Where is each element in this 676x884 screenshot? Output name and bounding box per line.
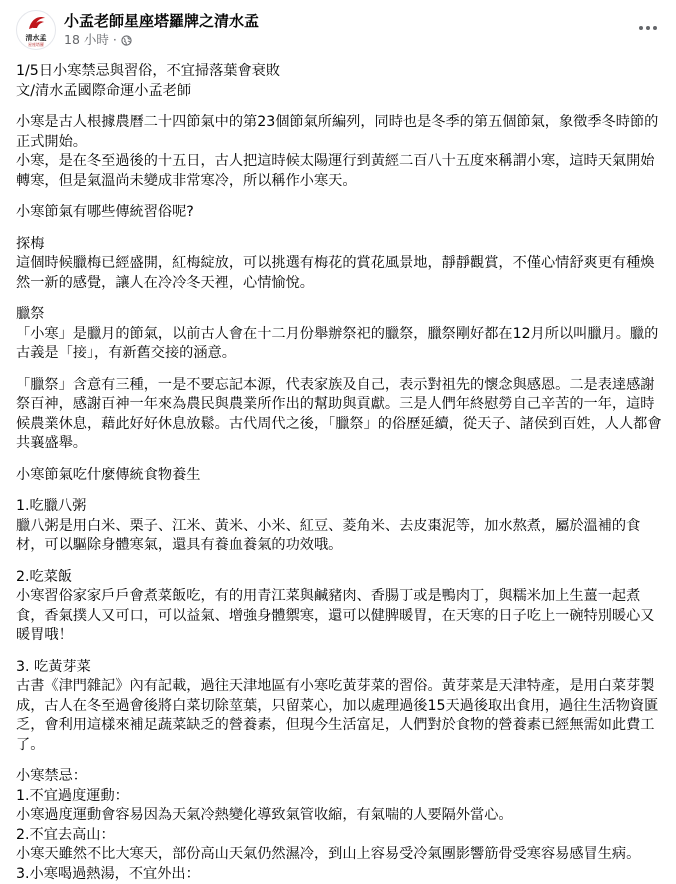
post-line: 1.不宜過度運動： [16,787,662,807]
post-line: 「臘祭」含意有三種，一是不要忘記本源，代表家族及自己，表示對祖先的懷念與感恩。二是表達感謝祭百神，感謝百神一年來為農民與農業所作出的幫助與貢獻。三是人們年終慰勞自己辛苦的一年，這時候農業休息，藉此好好休息放鬆。古代周代之後，「臘祭」的俗歷延續，從天子、諸侯到百姓，人人都會共襄盛舉。 [16,376,662,454]
post-line: 探梅 [16,235,662,255]
post-paragraph [16,767,662,884]
paragraph-gap [16,454,662,466]
globe-icon[interactable] [121,35,132,46]
paragraph-gap [16,485,662,497]
paragraph-gap [16,293,662,305]
page-name-link[interactable]: 小孟老師星座塔羅牌之清水孟 [64,11,259,31]
post-line: 3. 吃黃芽菜 [16,658,662,678]
post-line: 3.小寒喝過熱湯，不宜外出： [16,865,662,884]
post-line: 2.不宜去高山： [16,826,662,846]
paragraph-gap [16,191,662,203]
avatar-logo-subtext: 星座塔羅 [17,42,55,48]
post-paragraph [16,497,662,556]
post-line: 1.吃臘八粥 [16,497,662,517]
paragraph-gap [16,364,662,376]
post-paragraph [16,235,662,294]
post-paragraph [16,466,662,486]
post-timestamp-row [64,31,259,49]
post-paragraph [16,113,662,191]
post-line: 小寒過度運動會容易因為天氣冷熱變化導致氣管收縮，有氣喘的人要隔外當心。 [16,806,662,826]
post-line: 小寒習俗家家戶戶會煮菜飯吃，有的用青江菜與鹹豬肉、香腸丁或是鴨肉丁，與糯米加上生薑一起煮食，香氣撲人又可口，可以益氣、增強身體禦寒，還可以健脾暖胃，在天寒的日子吃上一碗特別暖心又暖胃哦！ [16,587,662,646]
post-line: 古書《津門雜記》內有記載，過往天津地區有小寒吃黃芽菜的習俗。黃芽菜是天津特產，是用白菜芽製成，古人在冬至過會後將白菜切除莖葉，只留菜心，加以處理過後15天過後取出食用，過往生活物資匱乏，會利用這樣來補足蔬菜缺乏的營養素，但現今生活富足，人們對於食物的營養素已經無需如此費工了。 [16,677,662,755]
more-options-button[interactable] [634,18,662,38]
post-line: 臘祭 [16,305,662,325]
post-line: 小寒節氣吃什麼傳統食物養生 [16,466,662,486]
post-line: 這個時候臘梅已經盛開，紅梅綻放，可以挑選有梅花的賞花風景地，靜靜觀賞，不僅心情舒爽更有種煥然一新的感覺，讓人在冷冷冬天裡，心情愉悅。 [16,254,662,293]
post-paragraph [16,203,662,223]
post-timestamp[interactable]: 18 小時 [64,31,109,49]
post-paragraph [16,305,662,364]
post-line: 臘八粥是用白米、栗子、江米、黃米、小米、紅豆、菱角米、去皮棗泥等，加水熬煮，屬於溫補的食材，可以驅除身體寒氣，還具有養血養氣的功效哦。 [16,517,662,556]
paragraph-gap [16,755,662,767]
post-line: 2.吃菜飯 [16,568,662,588]
post-meta [64,11,259,49]
avatar[interactable] [16,10,56,50]
brush-swirl-icon [27,15,47,31]
paragraph-gap [16,223,662,235]
post-header [16,8,259,52]
separator-dot: · [113,31,117,49]
post-line: 小寒，是在冬至過後的十五日，古人把這時候太陽運行到黃經二百八十五度來稱謂小寒，這時天氣開始轉寒，但是氣溫尚未變成非常寒冷，所以稱作小寒天。 [16,152,662,191]
paragraph-gap [16,646,662,658]
post-line: 小寒節氣有哪些傳統習俗呢? [16,203,662,223]
avatar-logo-text: 清水孟 [17,33,55,43]
post-line: 1/5日小寒禁忌與習俗，不宜掃落葉會衰敗 [16,62,662,82]
post-line: 文/清水孟國際命運小孟老師 [16,82,662,102]
post-paragraph [16,568,662,646]
post-line: 「小寒」是臘月的節氣，以前古人會在十二月份舉辦祭祀的臘祭，臘祭剛好都在12月所以叫臘月。臘的古義是「接」，有新舊交接的涵意。 [16,325,662,364]
more-dot-icon [639,26,643,30]
post-body [16,62,662,884]
post-paragraph [16,658,662,756]
post-line: 小寒禁忌： [16,767,662,787]
paragraph-gap [16,556,662,568]
post-paragraph [16,62,662,101]
more-dot-icon [653,26,657,30]
paragraph-gap [16,101,662,113]
post-line: 小寒是古人根據農曆二十四節氣中的第23個節氣所編列，同時也是冬季的第五個節氣，象徵季冬時節的正式開始。 [16,113,662,152]
post-line: 小寒天雖然不比大寒天，部份高山天氣仍然濕冷，到山上容易受冷氣團影響筋骨受寒容易感冒生病。 [16,845,662,865]
post-paragraph [16,376,662,454]
more-dot-icon [646,26,650,30]
